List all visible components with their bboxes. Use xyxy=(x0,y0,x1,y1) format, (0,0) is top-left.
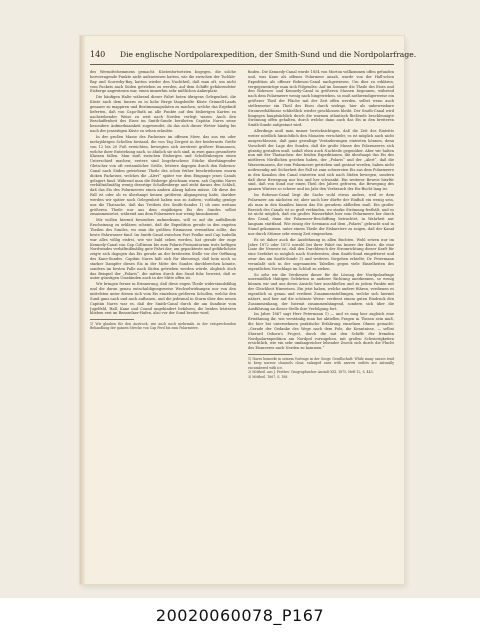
footnote-separator xyxy=(90,319,134,320)
paragraph: Allerdings muß man immer berücksichtigen, daß die Zeit des Eintritts weiter nördlich hinsichtlich den Monaten verschiebt; es ist möglich auch nicht ausgeschlossen, daß ganz gewaltige Veränderungen eintreten können, denn Vorschrift der Lage des Sundes, daß die große Masse des Polarmeeres sich günstig gestalten muß, sodaß eben auch Nachteile gegenüber. Aber wir halten nun mit der Thatsachen: der beiden Expeditionen, die überhaupt das Eis des mittleren Nördlichen gesehen haben, der „Polaris“ und der „Alert“, daß die Wassermassen, die vom Polarmeere getrieben und gestaut werden, haben nicht nothwendig mit Sicherheit der Fall ist zum schwersten Eis aus dem Polarmeere in den Kanalen den Canal eintreten und sich nach Süden bewegen, sondern daß diese Bewegung nur hin und her schwankt. Ein weiterer Beweis hierfür sind, daß von Sund nur einen Theil des Jahres gefroren, die Bewegung des ganzen Winters so schwer und im Jahr den Verbrauch der Eis-Bucht lang ist. xyxy=(248,129,394,192)
page-gutter-shadow xyxy=(80,36,86,584)
paragraph: Mir wollen hiermit besonders aufmerksam, will es auf die auffallende Erscheinung zu erklären scheint, daß die Expedition gerade in den engsten Theilen des Sundes, wo man die größten Eismassen vermuthen sollte, das beste Fahrwasser fand. Im Smith-Canal zwischen Port Foulke und Cap Isabella war alles völlig eisfrei, wie wir bald sehen werden, hat gerade der enge Kennedy-Canal von Cap Collinson bis zum Polaris-Promontorium trotz heftigen Nordwindes verhältnißmäßig gute Fahrt dar; am gepackteste und gefährlichste zeigte sich dagegen das Eis gerade an der breitesten Stelle vor der Oeffnung des Kane-Sundes. Capitän Nares hält sich für überzeugt, daß kein noch so starker Dampfer dieses Eis in der Mitte des Sundes durchbrechen könnte, sondern im besten Falle nach Süden getrieben werden würde, obgleich doch das Beispiel der „Polaris“, die mitten durch den Sund fuhr, beweist, daß er unter günstigen Umständen auch in der Mitte offen ist. xyxy=(90,218,236,281)
book-page xyxy=(80,36,417,584)
paragraph: finden. Die Kennedy-Canal wurde 1854 von Morton vollkommen offen gefunden und, was Kane als offenes Polarmeer ansah, wurde von der Hall'schen Expedition als offener Robeson-Canal nachgewiesen. Um dies zu erklären, vergegenwärtige man sich Folgendes: Auf im Sommer die Theile des Eises und den Robeson- und Kennedy-Canal in größeren Massen begonnen, während nach dem Polarmeere wenig nach hingetrieben, so muß nothwendigerweise ein größerer Theil der Fläche mit der Zeit offen werden, selbst wenn auch stellenweise ein Theil des Eises durch widrige, hier als unbeweisbare Stromverhältnisse schließlich wieder geschlossen bleibt. Der Smith-Canal wird hingegen hauptsächlich durch die warmen atlantisch fließende beschleunigte Strömung offen gehalten, durch welche dann auch das Eis in den breiteren Smith-Sunde aufgestaut wird. xyxy=(248,70,394,128)
running-head: Die englische Nordpolarexpedition, der Smith-Sund und die Nordpolarfrage. xyxy=(120,50,417,59)
paragraph: So sehr wir die Verdienste dieser für die Lösung der Nordpolarfrage unermüdlich thätigen Gelehrten in anderer Richtung anerkennen, so wenig können wir und uns deren Ansicht hier anschließen und zu jedem Punkte mit der Gleichheit Hinweisen. Ein jetzt haben, welche andere führen, verdienen es eigentlich so genau und verdient Zusammenstellungen, welche sich hiermit nähert, und hier auf die schönste Weise: verdient einem guten Eindruck den Zusammenhang, der hiermit zusammenhängend, sondern sich über die Ausführung an dieser Stelle ihre Verfolgung fort. xyxy=(248,272,394,311)
paragraph: Im Jahre 1867 sagt Herr Petermann 1) — und es mag hier zugleich eine Erwähnung ihr, wie verständig man bei aktiellen Fragen in Thesen sein muß, die hier bei unternehmen praktische Erfahrung einzelnen Ohnen gemacht: „Gerade der Gedanke des Wege nach dem Pole, die Kenntnisse, — selbst Sherard Osborn's Project, durch die mit den Schiffe der fremden Nordpolarexpedition am Nordpol vorzugehen, mit großen Schwierigkeiten ersichtlich, wie ein sehr umfangreicher lebender Zweck sich durch die Flucht des Eismeeres nach Norden zu kommen.“ xyxy=(248,312,394,351)
paragraph: In der großen Masse des Packeises im offenen Meer, das aus ein oder mehrjährigen Schollen bestand, die von Tag Zergest in der beiderseits Größe von 12 bis 20 Fuß erreichten, bewegten sich zerstreut größere Eismassen, welche ihrer Entstehung nach, so ähnlich sie sich sind, in zwei ganz gesonderte Klassen fallen. Man muß zwischen Eisbergen und Schollenbergen einen Unterschied machen; erstere sind losgebrochene Stücke überhängender Gletscher von oft erstaunlicher Größe, letztere dagegen durch den Robeson-Canal nach Süden getriebene Theile des schon früher beschriebenen enorm dicken Packeises, welches die „Alert“ später vor dem Eingange jenes Canals gelagert fand. Während man die Eisberge gleichsam warm, sah Capitän Nares verhältnißmäßig wenig derartige Schollenberge und zieht daraus den Schluß, daß das Eis des Polarmeeres einen andern Abzug haben müsse. Ob diese der Fall ist oder ob es überhaupt keinen größeren Abgangsweg habe, darüber werden wir später noch Gelegenheit haben uns zu äußern; vorläufig genüge uns die Thatsache, daß das Treibeis des Smith-Sundes 1) ob zum weitaus größeren Theile nur aus dem einjährigen Eis des Sundes selbst zusammensetzt, während aus dem Polarmeere nur wenig hinzukommt. xyxy=(90,134,236,217)
footnote: 1) Wir glauben für den Austrock, wie auch noch mehrmals, in der entsprechenden Behandlung der ganzen Strecke von Cap Ferd bis zum Polarmeere. xyxy=(90,322,236,331)
paragraph: Wir bringen ferner in Erinnerung, daß diese engen Theile widerstandsfähig und die daran genau entschuldigungsweise Wechselwirkungen nur von den mittelsten unter diesen sich vom Eis einzelnen größeren Schollen, welche den Sund ganz nach und nach aufbauen, und die jedesmal in Sturm über den neuen Capitän Nares war es, daß der Smith-Canal durch die am Sundinie vom Jugelfeld, Hall, Kane und Cound ungehindert befahren; die beiden letzteren blieben erst im Rensselaer-Hafen, also vor der Sund breiter wird. xyxy=(90,282,236,316)
page-header xyxy=(90,50,417,62)
paragraph: Es ist daher auch die Ausdehnung in allen Buchten. Wohl setzen nur im Jahre 1872 oder 1873 sowohl bei ihrer Fahrt ins Innere der Küste, die eine Linie die Neueste ist, daß den Durchbruch der Stromrichtung dieser Kraft für eine Seefahrt so möglich nach Nordwesten, dem Smith-Sund eingefrieret und zwar das am Smith-Sunde 3) und weiteres Vorgehen erhielte; Dr. Petermann veranlaßt sich in der sogenannten Tabellen gegen viele Einzelheiten des eigentlichen Vorschlage im Schluß zu ziehen. xyxy=(248,237,394,271)
footnote: 2) Mittheil. aus J. Perthes' Geographischer Anstalt XXI, 1875, Heft 12, S. 443. xyxy=(248,370,374,375)
header-rule xyxy=(90,64,394,65)
paragraph: Im Robeson-Canal liegt die Sache wohl etwas anders, weil er dem Polarmeer am nächsten ist; aber auch hier dürfte der Einfluß ein wenig sein, als man in den Kanälen hinein das Eis geradezu abfließen muß. Ein großer Bereich des Canals ist so groß verbinden, wo starke Strömung festhält, und es ist nicht möglich, daß ein großes Wasserfahrt hier vom Polarmeere her durch den Canal, dann der Polarmeer-Beschiffung betrachtet, in Wahrheit nur langsam stattfand. Wie einzig der Seemann auf dem „Polaris“ gebracht und in Stand gekommen, unter einem Theile der Eisbarriere zu zeigen, daß der Kanal nur durch Stürme sehr wenig Zeit eingesehen. xyxy=(248,193,394,236)
left-column xyxy=(90,70,236,540)
image-caption: 20020060078_P167 xyxy=(155,606,325,625)
footnote: 3) Mittheil. 1867, S. 188. xyxy=(248,375,289,380)
footnote: 1) Nares bemerkt in seinem Vortrage in der Geogr. Gesellschaft: While many causes tend to keep narrow channels clear, enlarged ones with narrow outlets are naturally encumbered with ice. xyxy=(248,357,394,370)
page-number: 140 xyxy=(90,50,106,59)
footnote-separator xyxy=(248,354,292,355)
right-column xyxy=(248,70,394,540)
paragraph: Die häufigen Halte während dieser Fahrt boten übrigens Gelegenheit, die Küste nach dem Innern zu in hohe Berge längsheilte Küste Grinnell-Lands genauer zu mappiren und Bestimmungsdaten zu machen, welche das Ergebniß lieferten, daß von Capo-Bath an alle Punkte auf den bisherigen Karten zu nachstehender Weise zu weit nach Norden verlegt waren. Auch den Beschaffenheit des Eises im Smith-Sunde berührten Capitän Nares seine besondere Aufmerksamkeit zugewendet, da das sich dieser Wetter häufig bis nach der jenseitigen Küste zu sehen erlaubte. xyxy=(90,95,236,134)
paragraph: des Wermittelsemmens gemacht. Küstenfortsetzten bogegen, die solche hervorragende Punkte nicht aufzuweisen hatten, wie die zwischen der Tschkle-Bay und Scoresby-Bay, hatten wieder den Nachtheil, daß man oft, um nicht vom Packeis nach Süden getrieben zu werden, auf dem Schiffe gefahrendster Eisberge angewiesen war, einen immerhin sehr mißlichen Ankerplatz. xyxy=(90,70,236,94)
